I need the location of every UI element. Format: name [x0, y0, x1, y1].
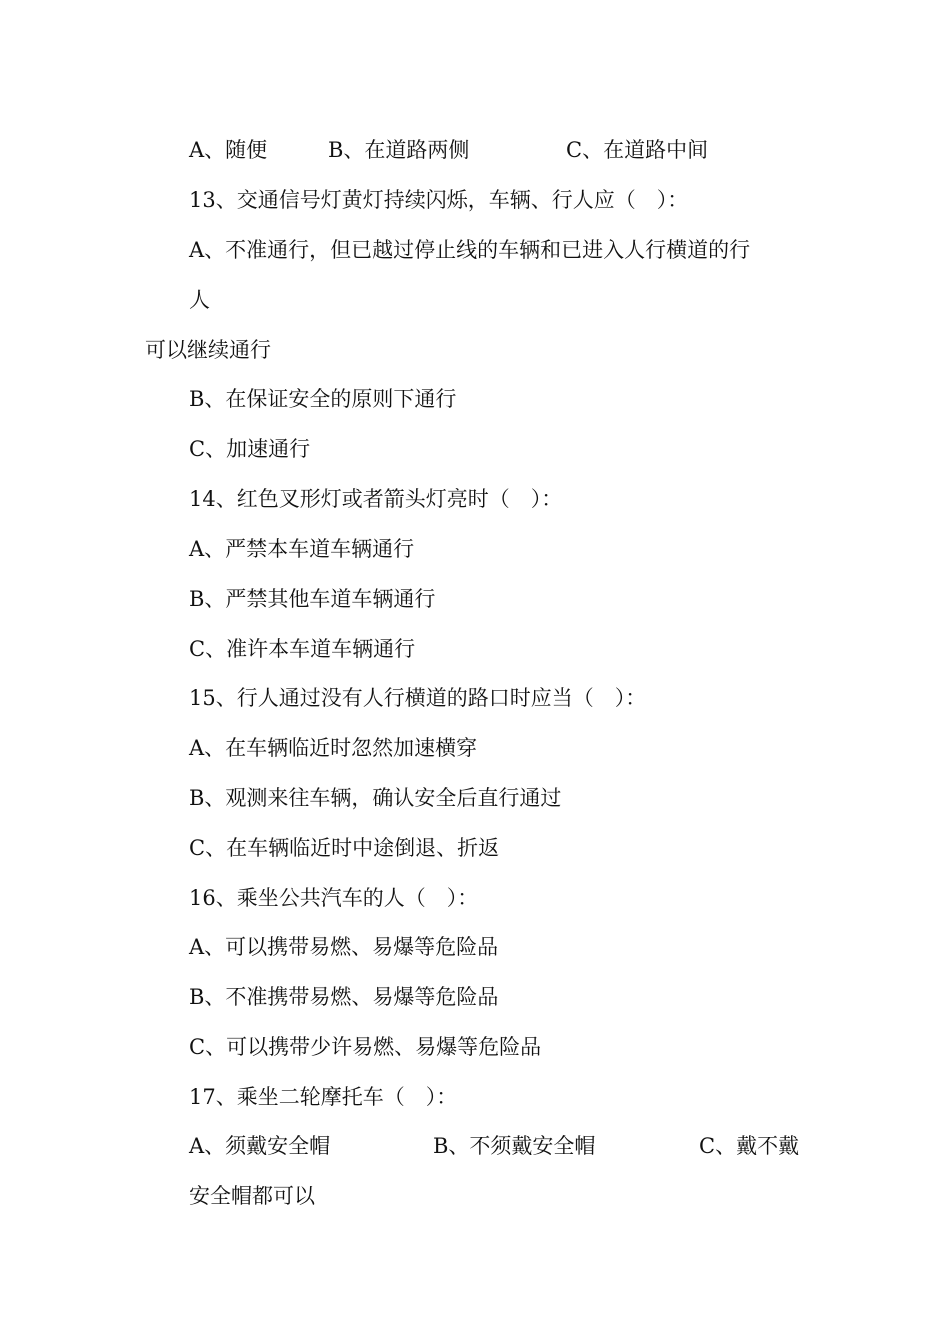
option-a-q17: A、须戴安全帽	[189, 1134, 331, 1158]
option-c-q15: C、在车辆临近时中途倒退、折返	[189, 836, 500, 860]
option-c-q12: C、在道路中间	[566, 138, 709, 162]
option-a-q12: A、随便	[189, 138, 268, 162]
option-b-q17: B、不须戴安全帽	[433, 1134, 596, 1158]
option-c-q17-line1: C、戴不戴	[699, 1134, 800, 1158]
option-a-q15: A、在车辆临近时忽然加速横穿	[189, 736, 478, 760]
option-a-q13-line2: 人	[189, 288, 210, 312]
option-b-q15: B、观测来往车辆，确认安全后直行通过	[189, 786, 562, 810]
option-b-q16: B、不准携带易燃、易爆等危险品	[189, 985, 499, 1009]
option-c-q13: C、加速通行	[189, 437, 311, 461]
option-a-q14: A、严禁本车道车辆通行	[189, 537, 415, 561]
option-a-q13-line3: 可以继续通行	[145, 338, 271, 362]
question-15: 15、行人通过没有人行横道的路口时应当（ ）：	[189, 686, 647, 710]
question-14: 14、红色叉形灯或者箭头灯亮时（ ）：	[189, 487, 563, 511]
option-c-q16: C、可以携带少许易燃、易爆等危险品	[189, 1035, 542, 1059]
option-b-q14: B、严禁其他车道车辆通行	[189, 587, 436, 611]
option-c-q17-line2: 安全帽都可以	[189, 1184, 315, 1208]
option-b-q13: B、在保证安全的原则下通行	[189, 387, 457, 411]
question-13: 13、交通信号灯黄灯持续闪烁，车辆、行人应（ ）：	[189, 188, 689, 212]
option-a-q16: A、可以携带易燃、易爆等危险品	[189, 935, 499, 959]
option-b-q12: B、在道路两侧	[328, 138, 470, 162]
option-c-q14: C、准许本车道车辆通行	[189, 637, 416, 661]
question-17: 17、乘坐二轮摩托车（ ）：	[189, 1085, 458, 1109]
question-16: 16、乘坐公共汽车的人（ ）：	[189, 886, 479, 910]
option-a-q13-line1: A、不准通行，但已越过停止线的车辆和已进入人行横道的行	[189, 238, 751, 262]
